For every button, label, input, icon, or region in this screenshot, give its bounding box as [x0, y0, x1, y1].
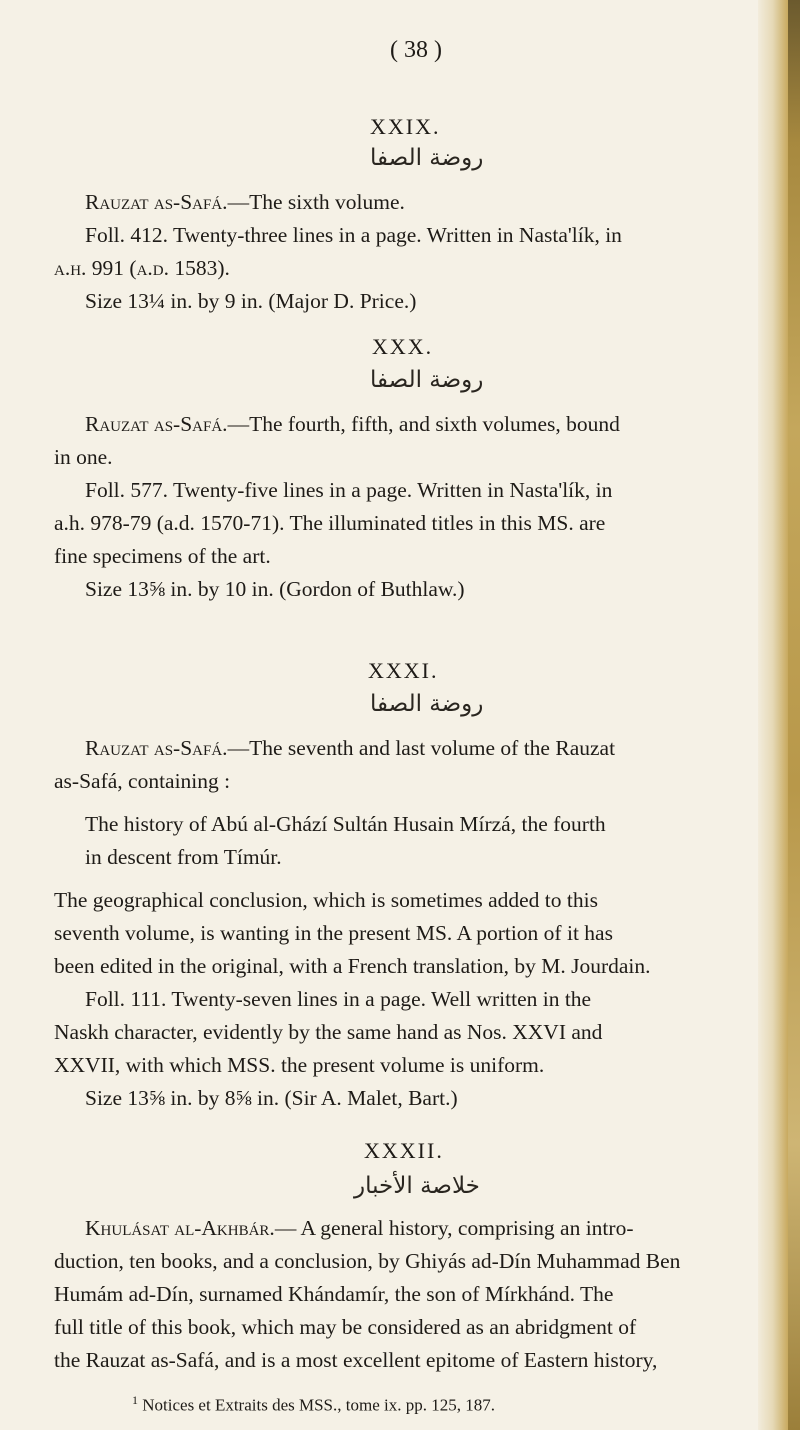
- entry-line: Foll. 577. Twenty-five lines in a page. Written in Nasta'lík, in: [85, 478, 613, 502]
- entry-line: the Rauzat as-Safá, and is a most excellent epitome of Eastern history,: [54, 1348, 658, 1372]
- entry-numeral: XXXI.: [368, 658, 439, 683]
- entry-line: a.h. 978-79 (a.d. 1570-71). The illuminated titles in this MS. are: [54, 511, 606, 535]
- book-binding-edge: [788, 0, 800, 1430]
- entry-line: seventh volume, is wanting in the present MS. A portion of it has: [54, 921, 613, 945]
- entry-line: Foll. 111. Twenty-seven lines in a page. Well written in the: [85, 987, 592, 1011]
- entry-text: [54, 1212, 772, 1377]
- arabic-title: روضة الصفا: [370, 691, 484, 717]
- entry-line: a.h. 991 (a.d. 1583).: [54, 256, 230, 280]
- footnote: [132, 1384, 495, 1422]
- page-number: ( 38 ): [390, 37, 442, 63]
- entry-title: Rauzat as-Safá.: [85, 412, 228, 436]
- entry-text: [54, 186, 772, 318]
- entry-text: [54, 408, 772, 606]
- entry-line: duction, ten books, and a conclusion, by Ghiyás ad-Dín Muhammad Ben: [54, 1249, 681, 1273]
- entry-text: [54, 732, 772, 1115]
- entry-description: — A general history, comprising an intro-: [274, 1216, 634, 1240]
- entry-numeral: XXXII.: [364, 1138, 444, 1163]
- entry-line: been edited in the original, with a French translation, by M. Jourdain.: [54, 954, 651, 978]
- catalogue-page: [54, 0, 772, 1430]
- entry-line: full title of this book, which may be considered as an abridgment of: [54, 1315, 637, 1339]
- entry-numeral: XXIX.: [370, 114, 441, 139]
- entry-line: Humám ad-Dín, surnamed Khándamír, the son of Mírkhánd. The: [54, 1282, 614, 1306]
- arabic-title: روضة الصفا: [370, 145, 484, 171]
- entry-title: Rauzat as-Safá.: [85, 190, 228, 214]
- entry-line: XXVII, with which MSS. the present volume is uniform.: [54, 1053, 545, 1077]
- entry-line: The geographical conclusion, which is sometimes added to this: [54, 888, 598, 912]
- entry-line: in descent from Tímúr.: [85, 845, 282, 869]
- entry-line: Size 13¼ in. by 9 in. (Major D. Price.): [85, 289, 417, 313]
- entry-description: —The seventh and last volume of the Rauzat: [227, 736, 616, 760]
- footnote-text: Notices et Extraits des MSS., tome ix. pp. 125, 187.: [142, 1395, 495, 1415]
- footnote-marker: 1: [132, 1393, 138, 1407]
- entry-line: Foll. 412. Twenty-three lines in a page. Written in Nasta'lík, in: [85, 223, 622, 247]
- entry-line: as-Safá, containing :: [54, 769, 231, 793]
- entry-line: The history of Abú al-Ghází Sultán Husain Mírzá, the fourth: [85, 812, 606, 836]
- entry-line: in one.: [54, 445, 113, 469]
- entry-description: —The fourth, fifth, and sixth volumes, bound: [227, 412, 620, 436]
- entry-line: Size 13⅝ in. by 10 in. (Gordon of Buthlaw.): [85, 577, 465, 601]
- entry-numeral: XXX.: [372, 334, 434, 359]
- entry-title: Rauzat as-Safá.: [85, 736, 228, 760]
- entry-description: —The sixth volume.: [227, 190, 405, 214]
- arabic-title: روضة الصفا: [370, 367, 484, 393]
- entry-title: Khulásat al-Akhbár.: [85, 1216, 275, 1240]
- entry-line: Naskh character, evidently by the same hand as Nos. XXVI and: [54, 1020, 603, 1044]
- entry-line: Size 13⅝ in. by 8⅝ in. (Sir A. Malet, Bart.): [85, 1086, 458, 1110]
- entry-line: fine specimens of the art.: [54, 544, 271, 568]
- arabic-title: خلاصة الأخبار: [354, 1173, 480, 1199]
